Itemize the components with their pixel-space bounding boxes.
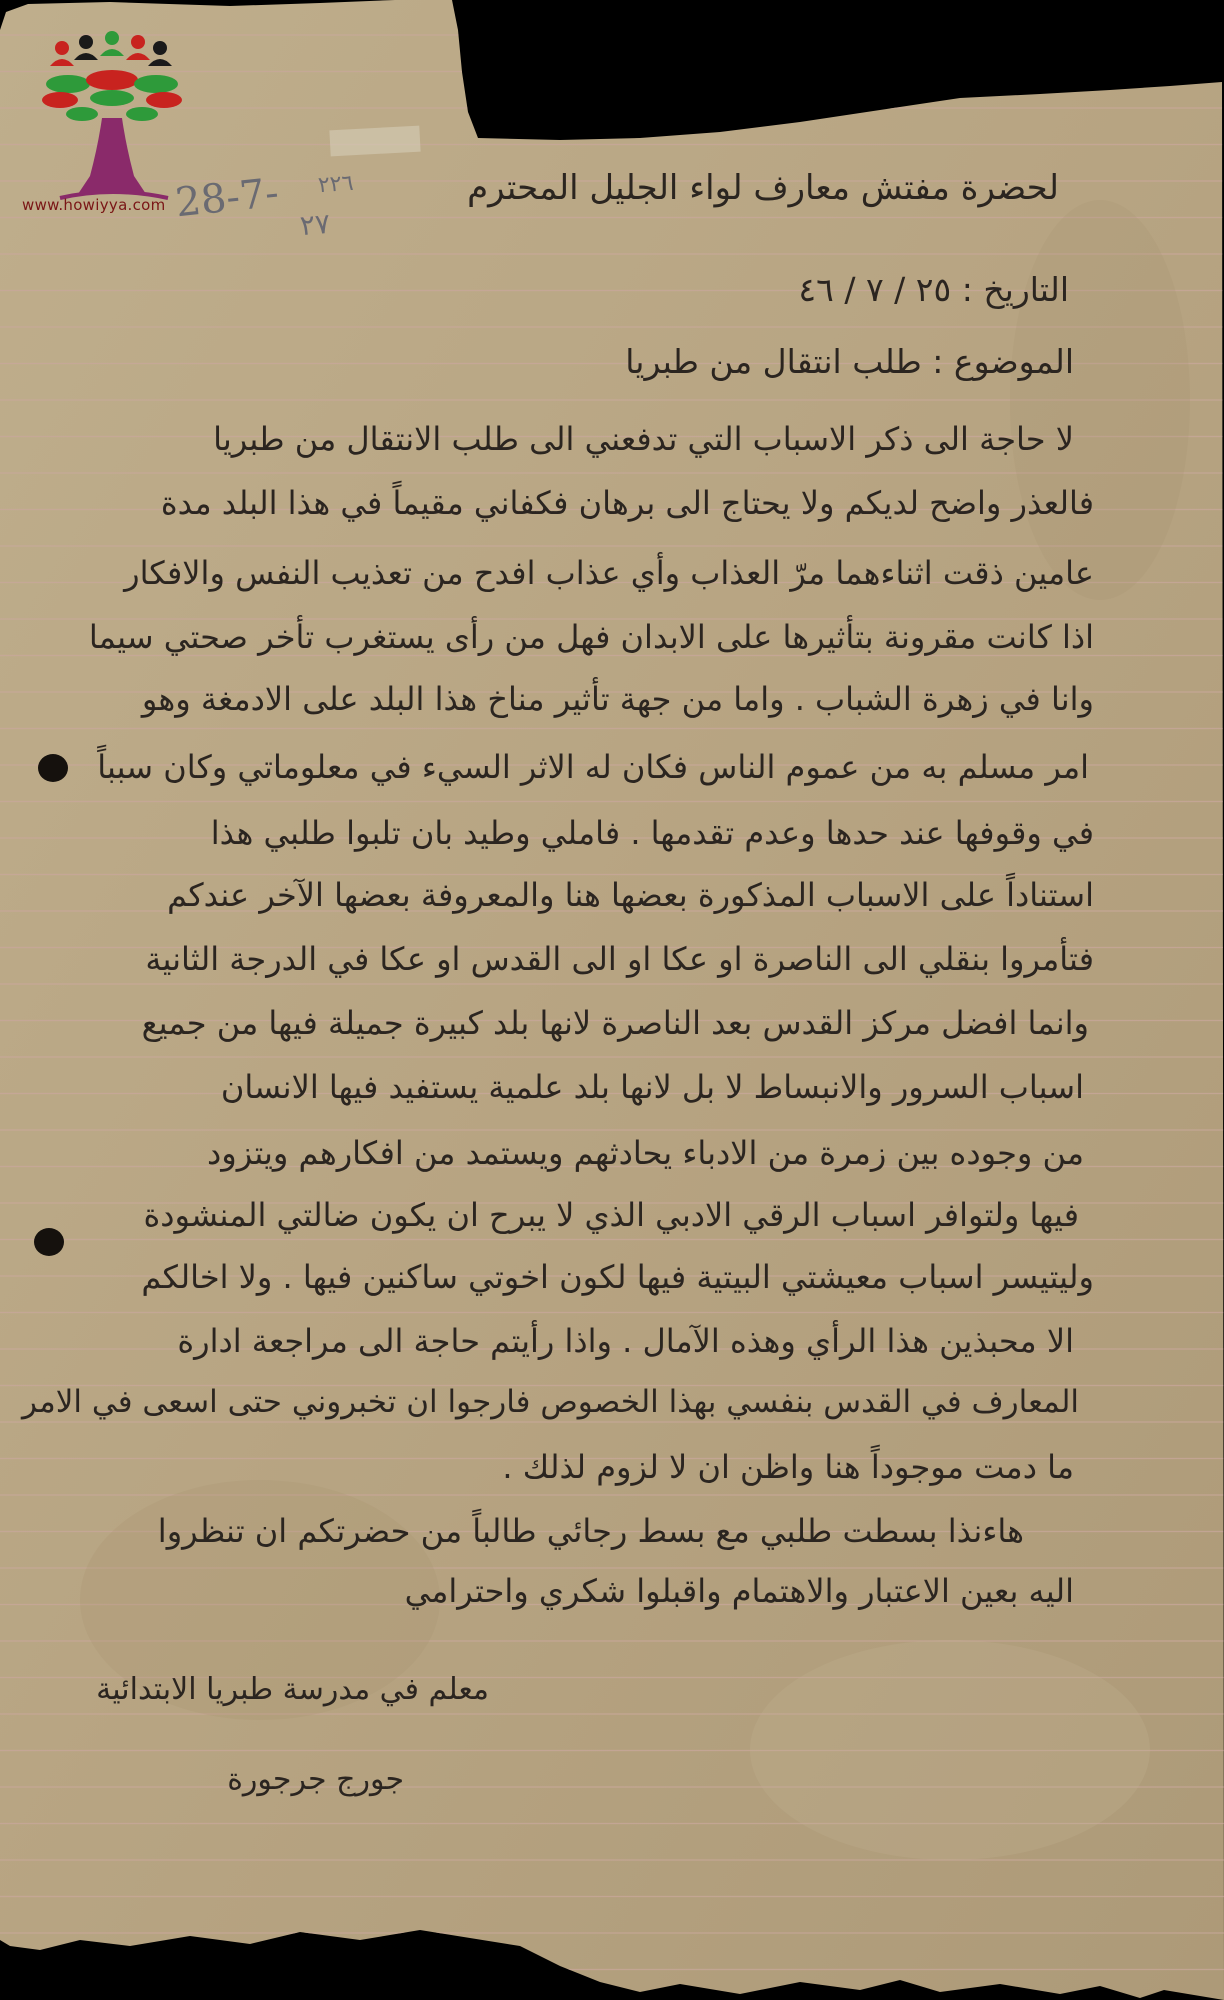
file-code-stamp: ٢٢٦ bbox=[317, 170, 355, 199]
letter-body-line: عامين ذقت اثناءهما مرّ العذاب وأي عذاب افدح من تعذيب النفس والافكار bbox=[124, 554, 1094, 592]
logo-canopy bbox=[42, 70, 182, 121]
ink-blot bbox=[38, 754, 68, 782]
letter-body-line: امر مسلم به من عموم الناس فكان له الاثر السيء في معلوماتي وكان سبباً bbox=[97, 748, 1089, 786]
letter-body-line: فالعذر واضح لديكم ولا يحتاج الى برهان فكفاني مقيماً في هذا البلد مدة bbox=[160, 484, 1094, 522]
letter-body-line: الا محبذين هذا الرأي وهذه الآمال . واذا رأيتم حاجة الى مراجعة ادارة bbox=[177, 1322, 1074, 1360]
signature-name: جورج جرجورة bbox=[227, 1762, 404, 1797]
letter-body-line: اسباب السرور والانبساط لا بل لانها بلد علمية يستفيد فيها الانسان bbox=[220, 1068, 1084, 1106]
letter-body-line: وانا في زهرة الشباب . واما من جهة تأثير مناخ هذا البلد على الادمغة وهو bbox=[141, 680, 1094, 718]
letter-body-line: فيها ولتوافر اسباب الرقي الادبي الذي لا يبرح ان يكون ضالتي المنشودة bbox=[143, 1196, 1079, 1234]
received-date-stamp: 28-7- bbox=[173, 169, 281, 227]
letter-body-line: وليتيسر اسباب معيشتي البيتية فيها لكون اخوتي ساكنين فيها . ولا اخالكم bbox=[141, 1258, 1094, 1296]
letter-body-line: لا حاجة الى ذكر الاسباب التي تدفعني الى طلب الانتقال من طبريا bbox=[213, 420, 1074, 458]
letter-body-line: هاءنذا بسطت طلبي مع بسط رجائي طالباً من حضرتكم ان تنظروا bbox=[157, 1512, 1024, 1550]
letter-body-line: اذا كانت مقرونة بتأثيرها على الابدان فهل من رأى يستغرب تأخر صحتي سيما bbox=[88, 618, 1094, 656]
letter-body-line: وانما افضل مركز القدس بعد الناصرة لانها بلد كبيرة جميلة فيها من جميع bbox=[141, 1004, 1089, 1042]
letter-addressee: لحضرة مفتش معارف لواء الجليل المحترم bbox=[467, 168, 1059, 208]
letter-body-line: المعارف في القدس بنفسي بهذا الخصوص فارجوا ان تخبروني حتى اسعى في الامر bbox=[22, 1384, 1079, 1420]
letter-subject: الموضوع : طلب انتقال من طبريا bbox=[625, 342, 1074, 381]
ink-blot bbox=[34, 1228, 64, 1256]
letter-body-line: اليه بعين الاعتبار والاهتمام واقبلوا شكري واحترامي bbox=[404, 1572, 1074, 1610]
letter-body-line: استناداً على الاسباب المذكورة بعضها هنا والمعروفة بعضها الآخر عندكم bbox=[167, 876, 1094, 914]
letter-date: التاريخ : ٢٥ / ٧ / ٤٦ bbox=[798, 270, 1069, 309]
letter-body-line: في وقوفها عند حدها وعدم تقدمها . فاملي وطيد بان تلبوا طلبي هذا bbox=[210, 814, 1094, 852]
received-date-stamp-second: ٢٧ bbox=[298, 206, 332, 243]
letter-body-line: فتأمروا بنقلي الى الناصرة او عكا او الى القدس او عكا في الدرجة الثانية bbox=[145, 940, 1094, 978]
letter-body-line: من وجوده بين زمرة من الادباء يحادثهم ويستمد من افكارهم ويتزود bbox=[206, 1134, 1084, 1172]
letter-body-line: ما دمت موجوداً هنا واظن ان لا لزوم لذلك . bbox=[502, 1448, 1074, 1486]
logo-url-text: www.howiyya.com bbox=[22, 196, 166, 214]
signature-title: معلم في مدرسة طبريا الابتدائية bbox=[96, 1672, 489, 1707]
logo-figures bbox=[50, 31, 172, 66]
logo-trunk bbox=[60, 118, 168, 198]
